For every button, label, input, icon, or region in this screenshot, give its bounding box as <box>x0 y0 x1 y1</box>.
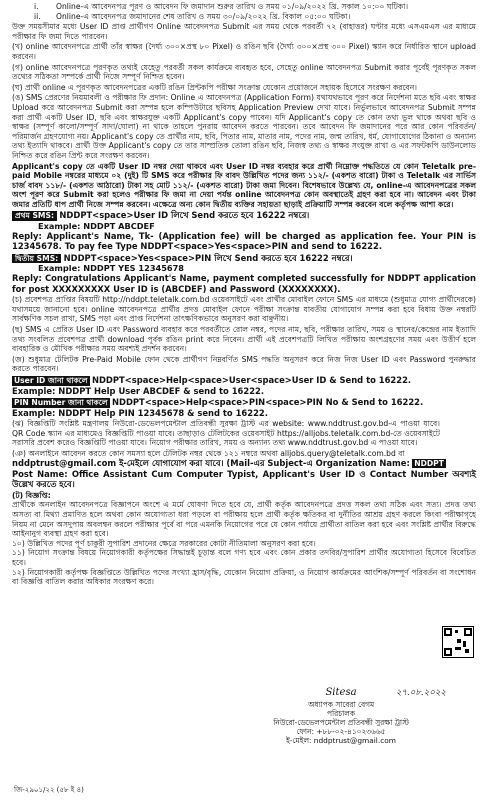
qr-code-icon <box>442 626 474 658</box>
contact-line-2: nddptrust@gmail.com ই-মেইলে যোগাযোগ করা যাবে। (Mail-এর Subject-এ Organization Name: <box>12 458 410 469</box>
recovery-paragraph: (জ) শুধুমাত্র টেলিটক Pre-Paid Mobile ফোন থেকে প্রার্থীগণ নিম্নবর্ণিত SMS পদ্ধতি অনুসরণ করে নিজ নিজ User ID এবং Password পুনরুদ্ধার করতে পারবেন। <box>12 354 476 374</box>
fee-payment-paragraph: Applicant's copy তে একটি User ID নম্বর দেয়া থাকবে এবং User ID নম্বর ব্যবহার করে প্রার্থী নিম্নোক্ত পদ্ধতিতে যে কোন Teletalk pre-paid Mobile নম্বরের মাধ্যমে ০২ (দুই) টি SMS করে পরীক্ষার ফি বাবদ উল্লিখিত পদের জন্য ১১২/- (একশত বারো) টাকা ও Teletalk এর সার্ভিস চার্জ বাবদ ১১৮/- (একশত আঠারো) টাকা সহ মোট ১১২/- (একশত বারো) টাকা জমা দিবেন। বিশেষভাবে উল্লেখ্য যে, online-এ আবেদনপত্রের সকল অংশ পূরণ করে Submit করা হলেও পরীক্ষার ফি জমা না দেয়া পর্যন্ত online আবেদনপত্র কোন অবস্থাতেই গ্রহণ করা হবে না। আবেদন এবং টাকা জমার প্রতিটি ধাপ প্রার্থী নিজে সম্পন্ন করবেন। এক্ষেত্রে অন্য কোন দ্বিতীয় ব্যক্তির সহায়তা ছাড়াই প্রক্রিয়াটি সম্পন্ন করবেন বলে কর্তৃপক্ষ আশা করে। <box>12 161 476 209</box>
notice-heading: (ট) বিজ্ঞপ্তি: <box>12 490 51 500</box>
printout-paragraph: (ঘ) প্রার্থী online এ পূরণকৃত আবেদনপত্রের একটি রঙিন প্রিন্টকপি পরীক্ষা সংক্রান্ত যেকোন প্রয়োজনে সহায়ক হিসেবে সংরক্ষণ করবেন। <box>12 82 417 92</box>
notice-item: প্রার্থীকে অনলাইন আবেদনপত্রে বিজ্ঞাপনে অংশে এ মর্মে ঘোষণা দিতে হবে যে, প্রার্থী কর্তৃক আবেদনপত্রে প্রদত্ত সকল তথ্য সঠিক এবং সত্য। প্রদত্ত তথ্য অসত্য বা মিথ্যা প্রমাণিত হলে অথবা কোন অযোগ্যতা ধরা পড়লে বা পরীক্ষায় হলে প্রার্থী কর্তৃক ক্ষতিকর বা দুর্নীতির আশ্রয় গ্রহণ করলে কিংবা পরীক্ষাগৃহে নিয়ম না মেনে অসদুপায় অবলম্বন করলে পরীক্ষার পূর্বে বা পরে এমনকি নিয়োগের পরে যে কোন পর্যায়ে প্রার্থীতা বাতিল করা হবে এবং সংশ্লিষ্ট প্রার্থীর বিরুদ্ধে আইনানুগ ব্যবস্থা গ্রহণ করা হবে। <box>12 500 476 539</box>
help-pin-example: Example: NDDPT Help PIN 12345678 & send to 16222. <box>12 407 268 418</box>
signatory-email: ই-মেইল: nddptrust@gmail.com <box>286 736 396 745</box>
sms-rules-paragraph: (ঙ) SMS প্রেরণের নিয়মাবলী ও পরীক্ষার ফি প্রদান: Online এ আবেদনপত্র (Application Form) যথাযথভাবে পূরণ করে নির্দেশনা মতে ছবি এবং স্বাক্ষর Upload করে আবেদনপত্র Submit করা সম্পন্ন হলে কম্পিউটারে ছবিসহ Application Preview দেখা যাবে। নির্ভুলভাবে আবেদনপত্র Submit সম্পন্ন করা প্রার্থী একটি User ID, ছবি এবং স্বাক্ষরযুক্ত একটি Applicant's copy পাবেন। যদি Applicant's copy তে কোন তথ্য ভুল থাকে অথবা ছবি ও স্বাক্ষর (সম্পূর্ণ কালো/সম্পূর্ণ সাদা/ঘোলা) না থাকে তাহলে পুনরায় আবেদন করতে পারবেন। তবে আবেদন ফি জমাদানের পরে আর কোন পরিবর্তন/পরিমার্জন গ্রহণযোগ্য নয়। Applicant's copy তে প্রার্থীর নাম, ছবি, পিতার নাম, মাতার নাম, পদের নাম, জন্ম তারিখ, ধর্ম, যোগাযোগের ঠিকানা ও অন্যান্য তথ্য ইত্যাদি থাকবে। প্রার্থী উক্ত Applicant's copy তে তার সাম্প্রতিক তোলা রঙিন ছবি, নিজস্ব তথ্য ও স্বাক্ষর সংযুক্ত রাখা ও এর সফটকপি ডাউনলোড নিশ্চিত করে রঙিন প্রিন্ট করে সংরক্ষণ করবেন। <box>12 93 476 160</box>
notice-item: ১০) উল্লিখিত পদের পূর্ণ চাকুরী সুপারিশ প্রদানের ক্ষেত্রে সরকারের কোটা নীতিমালা অনুসরণ করা হবে। <box>12 538 316 548</box>
signature-date: ২৭.০৮.২০২২ <box>395 688 446 698</box>
download-admit-paragraph: (ছ) SMS এ প্রেরিত User ID এবং Password ব্যবহার করে পরবর্তীতে রোল নম্বর, পদের নাম, ছবি, পরীক্ষার তারিখ, সময় ও স্থানের/কেন্দ্রের নাম ইত্যাদি তথ্য সংবলিত প্রবেশপত্র প্রার্থী download পূর্বক রঙিন print করে নিবেন। প্রার্থী এই প্রবেশপত্রটি লিখিত পরীক্ষায় অংশগ্রহণের সময় এবং উত্তীর্ণ হলে ব্যবহারিক ও মৌখিক পরীক্ষার সময় অবশ্যই প্রদর্শন করবেন। <box>12 325 476 354</box>
signatory-name: অধ্যাপক সাবেরা বেগম <box>307 700 375 709</box>
help-pin-block <box>12 397 476 408</box>
website-paragraph: (ঝ) বিজ্ঞপ্তিটি সংশ্লিষ্ট মন্ত্রণালয় নিউরো-ডেভেলপমেন্টাল প্রতিবন্ধী সুরক্ষা ট্রাস্ট এর website: www.nddtrust.gov.bd-এ পাওয়া যাবে। QR Code স্ক্যান এর মাধ্যমেও বিজ্ঞপ্তিটি পাওয়া যাবে। তাছাড়াও টেলিটকের ওয়েবসাইট https://alljobs.teletalk.com.bd-তে ওয়েবসাইটে সরাসরি প্রবেশ করেও বিজ্ঞপ্তিটি পাওয়া যাবে। নিয়োগ পরীক্ষার তারিখ, সময় ও অন্যান্য তথ্য www.nddtrust.gov.bd এ পাওয়া যাবে। <box>12 419 440 448</box>
second-sms-text: NDDPT<space>Yes<space>PIN লিখে Send করতে হবে 16222 নম্বরে। <box>63 252 353 263</box>
help-user-example: Example: NDDPT Help User ABCDEF & send to 16222. <box>12 385 265 396</box>
admit-card-paragraph: (চ) প্রবেশপত্র প্রাপ্তির বিষয়টি http://nddpt.teletalk.com.bd ওয়েবসাইটে এবং প্রার্থীর মোবাইল ফোনে SMS এর মাধ্যমে (শুধুমাত্র যোগ্য প্রার্থীদেরকে) যথাসময়ে জানানো হবে। online আবেদনপত্রে প্রার্থীর প্রদত্ত মোবাইল ফোনে পরীক্ষা সংক্রান্ত যাবতীয় যোগাযোগ সম্পন্ন করা হবে বিধায় উক্ত নম্বরটি সার্বক্ষণিক সচল রাখা, SMS পড়া এবং প্রাপ্ত নির্দেশনা তাৎক্ষণিকভাবে অনুসরণ করা বাঞ্ছনীয়। <box>12 295 476 324</box>
signatory-phone: ফোন: +৮৮-০২-৪১০২৩৬৬৫ <box>296 727 386 736</box>
fee-window-paragraph: উক্ত সময়সীমার মধ্যে User ID প্রাপ্ত প্রার্থীগণ Online আবেদনপত্র Submit এর সময় থেকে পরবর্তী ৭২ (বাহাত্তর) ঘণ্টার মধ্যে এসএমএস এর মাধ্যমে পরীক্ষার ফি জমা দিতে পারবেন। <box>12 22 476 41</box>
second-sms-label: দ্বিতীয় SMS: <box>12 254 61 264</box>
first-sms-text: NDDPT<space>User ID লিখে Send করতে হবে 16222 নম্বরে। <box>59 210 310 221</box>
first-sms-example: Example: NDDPT ABCDEF <box>38 221 155 232</box>
deadline-item <box>34 2 476 12</box>
first-sms-label: প্রথম SMS: <box>12 211 57 221</box>
accuracy-paragraph: (গ) online আবেদনপত্রে পূরণকৃত তথ্যই যেহেতু পরবর্তী সকল কার্যক্রমে ব্যবহৃত হবে, সেহেতু online আবেদনপত্র Submit করার পূর্বেই পূরণকৃত সকল তথ্যের সঠিকতা সম্পর্কে প্রার্থী নিজে সম্পূর্ণ নিশ্চিত হবেন। <box>12 62 476 82</box>
signature-mark: Sitesa <box>325 687 357 698</box>
item-number: i. <box>34 2 39 11</box>
help-pin-text: NDDPT<space>Help<space>PIN<space>PIN No & Send to 16222. <box>111 397 424 408</box>
help-user-text: NDDPT<space>Help<space>User<space>User ID & Send to 16222. <box>91 375 412 386</box>
first-sms-block <box>12 210 476 221</box>
print-code: জি-২৯০১/২২ (৫৮ ই ৪) <box>14 786 84 794</box>
contact-paragraph <box>12 449 476 490</box>
item-text: Online-এ আবেদনপত্র পূরণ ও আবেদন ফি জমাদান শুরুর তারিখ ও সময় ০১/০৯/২০২২ খ্রি. সকাল ১০:০০ ঘটিকা। <box>56 2 409 11</box>
item-text: Online-এ আবেদনপত্র জমাদানের শেষ তারিখ ও সময় ৩০/০৯/২০২২ খ্রি. বিকাল ০৫:০০ ঘটিকা। <box>56 11 351 21</box>
second-sms-reply: Reply: Congratulations Applicant's Name, payment completed successfully for NDDPT application for post XXXXXXXXX User ID is (ABCDEF) and Password (XXXXXXXX). <box>12 273 476 294</box>
second-sms-example: Example: NDDPT YES 12345678 <box>38 263 184 274</box>
contact-line-1: (ঞ) অনলাইনে আবেদন করতে কোন সমস্যা হলে টেলিটক নম্বর থেকে ১২১ নম্বরে অথবা alljobs.query@teletalk.com.bd বা <box>12 448 405 458</box>
signatory-org: নিউরো-ডেভেলপমেন্টাল প্রতিবন্ধী সুরক্ষা ট্রাস্ট <box>273 718 409 727</box>
help-user-label: User ID জানা থাকলে <box>14 376 88 386</box>
help-user-block <box>12 375 476 386</box>
help-pin-label: PIN Number জানা থাকলে <box>14 398 108 408</box>
signature-block <box>236 688 446 745</box>
contact-line-3: Post Name: Office Assistant Cum Computer Typist, Applicant's User ID ও Contact Number অবশ্যই উল্লেখ করতে হবে। <box>12 469 476 490</box>
notice-item: ১২) নিয়োগকারী কর্তৃপক্ষ বিজ্ঞপ্তিতে উল্লিখিত পদের সংখ্যা হ্রাস/বৃদ্ধি, যেকোন নিয়োগ প্রক্রিয়া, ও নিয়োগ কার্যক্রমের আংশিক/সম্পূর্ণ পরিবর্তন বা সংশোধন বা বিজ্ঞপ্তি বাতিল করার অধিকার সংরক্ষণ করে। <box>12 567 476 587</box>
org-name-highlight: NDDPT <box>414 459 444 469</box>
signatory-title: পরিচালক <box>326 709 355 718</box>
item-number: ii. <box>34 11 41 21</box>
first-sms-reply: Reply: Applicant's Name, Tk- (Application fee) will be charged as application fee. Your PIN is 12345678. To pay fee Type NDDPT<space>Yes<space>PIN and send to 16222. <box>12 231 476 252</box>
notice-item: ১১) নিয়োগ সংক্রান্ত বিষয়ে নিয়োগকারী কর্তৃপক্ষের সিদ্ধান্তই চূড়ান্ত বলে গণ্য হবে এবং কোন প্রকার তদবির/সুপারিশ প্রার্থীর অযোগ্যতা হিসেবে বিবেচিত হবে। <box>12 548 476 567</box>
photo-upload-paragraph: (খ) online আবেদনপত্রে প্রার্থী তাঁর স্বাক্ষর (দৈর্ঘ্য ৩০০×প্রস্থ ৮০ Pixel) ও রঙিন ছবি (দৈর্ঘ্য ৩০০×প্রস্থ ৩০০ Pixel) স্ক্যান করে নির্ধারিত স্থানে upload করবেন। <box>12 42 476 61</box>
deadline-item <box>34 12 476 22</box>
deadline-list <box>34 2 476 21</box>
second-sms-block <box>12 253 476 264</box>
